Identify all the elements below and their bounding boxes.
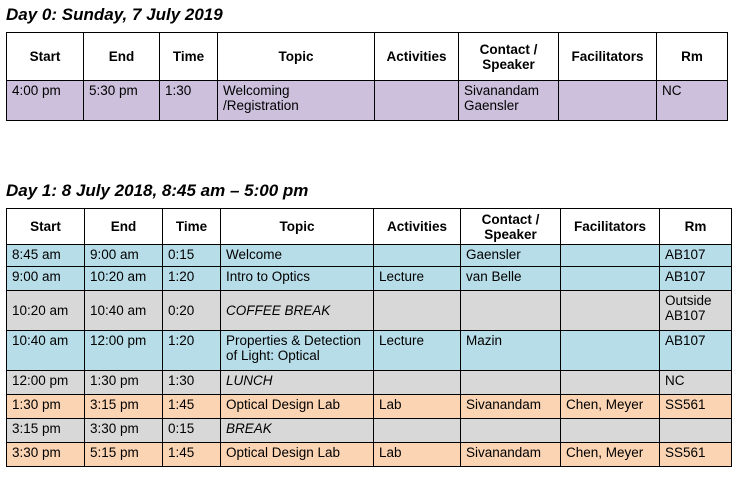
cell-end: 1:30 pm [85, 371, 163, 395]
table-row [7, 371, 732, 395]
cell-activities [374, 419, 461, 443]
column-header-room: Rm [657, 33, 728, 81]
column-header-time: Time [160, 33, 218, 81]
cell-activities [374, 291, 461, 331]
cell-speaker: van Belle [461, 267, 561, 291]
table-row [7, 81, 728, 121]
column-header-end: End [84, 33, 160, 81]
cell-end: 3:15 pm [85, 395, 163, 419]
column-header-time: Time [163, 209, 221, 245]
column-header-topic: Topic [221, 209, 374, 245]
day1-title: Day 1: 8 July 2018, 8:45 am – 5:00 pm [6, 181, 309, 200]
cell-room: NC [660, 371, 732, 395]
column-header-topic: Topic [218, 33, 375, 81]
cell-start: 4:00 pm [7, 81, 84, 121]
cell-activities: Lab [374, 443, 461, 467]
cell-end: 12:00 pm [85, 331, 163, 371]
table-row [7, 291, 732, 331]
cell-start: 10:40 am [7, 331, 85, 371]
cell-time: 1:45 [163, 443, 221, 467]
column-header-facilitators: Facilitators [559, 33, 657, 81]
cell-start: 3:30 pm [7, 443, 85, 467]
cell-end: 5:15 pm [85, 443, 163, 467]
table-header-row [7, 33, 728, 81]
cell-topic: Optical Design Lab [221, 395, 374, 419]
table-row [7, 419, 732, 443]
cell-activities: Lecture [374, 331, 461, 371]
column-header-speaker: Contact / Speaker [461, 209, 561, 245]
cell-room: SS561 [660, 443, 732, 467]
cell-time: 1:30 [163, 371, 221, 395]
cell-topic: Properties & Detection of Light: Optical [221, 331, 374, 371]
cell-end: 5:30 pm [84, 81, 160, 121]
cell-speaker: Gaensler [461, 245, 561, 267]
cell-speaker [461, 291, 561, 331]
cell-topic: COFFEE BREAK [221, 291, 374, 331]
cell-time: 1:20 [163, 331, 221, 371]
table-row [7, 267, 732, 291]
cell-end: 10:40 am [85, 291, 163, 331]
cell-facilitators [561, 245, 660, 267]
cell-room: SS561 [660, 395, 732, 419]
cell-start: 12:00 pm [7, 371, 85, 395]
cell-topic: BREAK [221, 419, 374, 443]
cell-room: AB107 [660, 331, 732, 371]
cell-activities [375, 81, 459, 121]
cell-speaker: Sivanandam Gaensler [459, 81, 559, 121]
table-row [7, 245, 732, 267]
column-header-speaker: Contact / Speaker [459, 33, 559, 81]
cell-start: 10:20 am [7, 291, 85, 331]
cell-room: AB107 [660, 245, 732, 267]
column-header-activities: Activities [375, 33, 459, 81]
cell-end: 10:20 am [85, 267, 163, 291]
column-header-facilitators: Facilitators [561, 209, 660, 245]
column-header-start: Start [7, 33, 84, 81]
table-header-row [7, 209, 732, 245]
column-header-activities: Activities [374, 209, 461, 245]
cell-topic: Optical Design Lab [221, 443, 374, 467]
cell-end: 3:30 pm [85, 419, 163, 443]
cell-speaker [461, 419, 561, 443]
cell-activities [374, 245, 461, 267]
cell-speaker: Mazin [461, 331, 561, 371]
cell-topic: Welcoming /Registration [218, 81, 375, 121]
cell-facilitators [561, 419, 660, 443]
cell-activities: Lab [374, 395, 461, 419]
day1-schedule-table [6, 208, 732, 467]
cell-time: 0:20 [163, 291, 221, 331]
column-header-end: End [85, 209, 163, 245]
cell-facilitators: Chen, Meyer [561, 395, 660, 419]
cell-activities: Lecture [374, 267, 461, 291]
cell-time: 1:45 [163, 395, 221, 419]
cell-end: 9:00 am [85, 245, 163, 267]
table-row [7, 331, 732, 371]
day0-schedule-table [6, 32, 728, 121]
cell-room: AB107 [660, 267, 732, 291]
cell-time: 0:15 [163, 245, 221, 267]
column-header-start: Start [7, 209, 85, 245]
cell-time: 1:20 [163, 267, 221, 291]
table-row [7, 395, 732, 419]
cell-topic: LUNCH [221, 371, 374, 395]
cell-start: 1:30 pm [7, 395, 85, 419]
cell-speaker [461, 371, 561, 395]
cell-time: 0:15 [163, 419, 221, 443]
cell-start: 8:45 am [7, 245, 85, 267]
table-row [7, 443, 732, 467]
day0-title: Day 0: Sunday, 7 July 2019 [6, 5, 223, 24]
cell-room: NC [657, 81, 728, 121]
cell-room: Outside AB107 [660, 291, 732, 331]
cell-time: 1:30 [160, 81, 218, 121]
cell-topic: Welcome [221, 245, 374, 267]
cell-speaker: Sivanandam [461, 443, 561, 467]
cell-facilitators [561, 371, 660, 395]
cell-facilitators [561, 267, 660, 291]
cell-facilitators [559, 81, 657, 121]
cell-start: 3:15 pm [7, 419, 85, 443]
column-header-room: Rm [660, 209, 732, 245]
cell-topic: Intro to Optics [221, 267, 374, 291]
cell-speaker: Sivanandam [461, 395, 561, 419]
cell-room [660, 419, 732, 443]
cell-facilitators [561, 331, 660, 371]
cell-activities [374, 371, 461, 395]
cell-start: 9:00 am [7, 267, 85, 291]
cell-facilitators: Chen, Meyer [561, 443, 660, 467]
cell-facilitators [561, 291, 660, 331]
